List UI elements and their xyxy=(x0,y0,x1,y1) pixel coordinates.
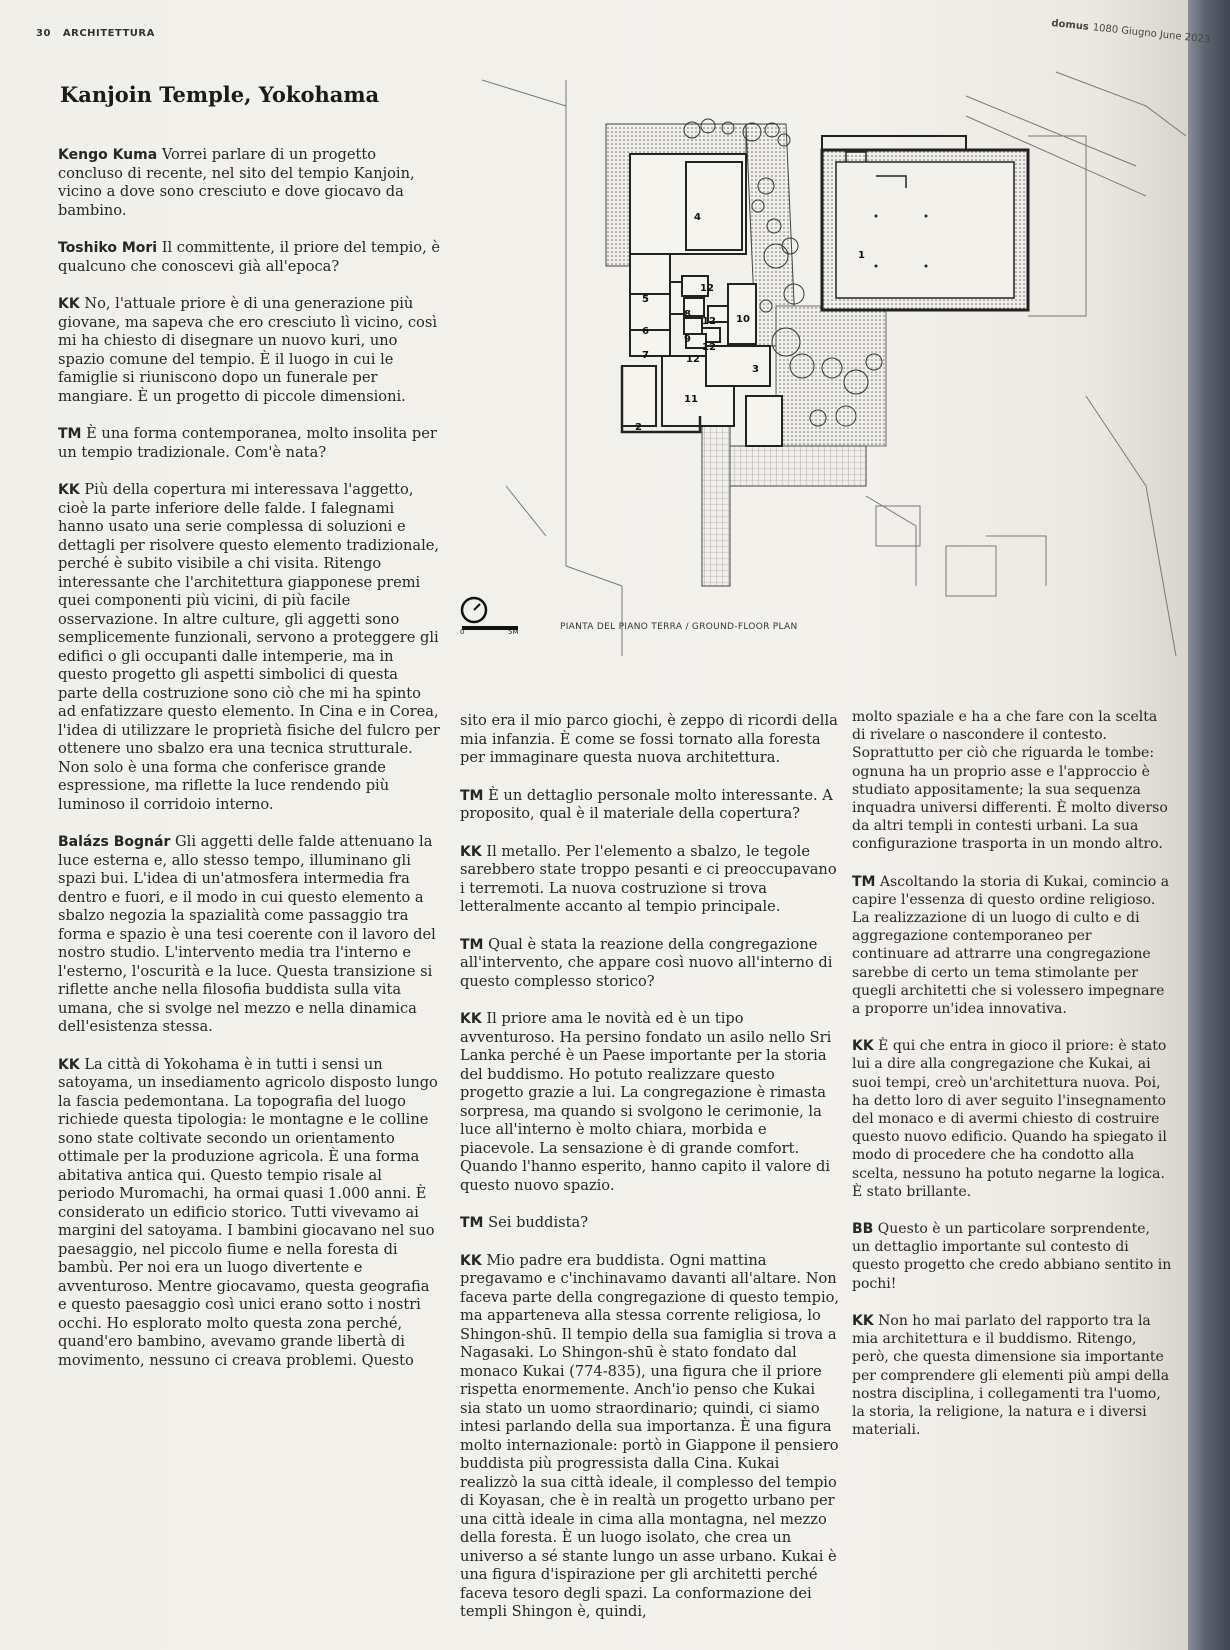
speaker-name: BB xyxy=(852,1221,874,1238)
text-column-3 xyxy=(852,708,1172,1458)
scale-start: 0 xyxy=(460,628,465,636)
speaker-name: TM xyxy=(460,936,484,953)
speaker-name: Kengo Kuma xyxy=(58,147,158,163)
paragraph-text: È una forma contemporanea, molto insolita per un tempio tradizionale. Com'è nata? xyxy=(58,425,437,461)
text-column-1 xyxy=(58,146,440,1389)
paragraph xyxy=(460,712,840,768)
paragraph-text: molto spaziale e ha a che fare con la scelta di rivelare o nascondere il contesto. Soprattutto per ciò che riguarda le tombe: ognuna ha un proprio asse e l'approccio è studiato appositamente; la sua sequenza inquadra universi differenti. È molto diverso da altri templi in contesti urbani. La sua configurazione trasporta in un mondo altro. xyxy=(852,709,1168,853)
page-edge xyxy=(1188,0,1230,1650)
speaker-name: KK xyxy=(852,1312,874,1329)
paragraph xyxy=(58,239,440,276)
paragraph-text: Più della copertura mi interessava l'aggetto, cioè la parte inferiore delle falde. I falegnami hanno usato una serie complessa di soluzioni e dettagli per risolvere questo elemento tradizionale, perché è subito visibile a chi visita. Ritengo interessante che l'architettura giapponese premi quei componenti più vicini, di più facile osservazione. In altre culture, gli aggetti sono semplicemente funzionali, servono a proteggere gli edifici o gli occupanti dalle intemperie, ma in questo progetto gli aspetti simbolici di questa parte della costruzione sono ciò che mi ha spinto ad enfatizzare questo elemento. In Cina e in Corea, l'idea di utilizzare le proprietà fisiche del fulcro per ottenere uno sbalzo era una tecnica strutturale. Non solo è una forma che conferisce grande espressione, ma riflette la luce rendendo più luminoso il corridoio interno. xyxy=(58,481,440,813)
paragraph xyxy=(460,1214,840,1233)
speaker-name: KK xyxy=(58,296,80,312)
speaker-name: TM xyxy=(460,787,484,804)
paragraph xyxy=(460,1010,840,1195)
room-number: 1 xyxy=(858,250,865,261)
paragraph-text: Il priore ama le novità ed è un tipo avventuroso. Ha persino fondato un asilo nello Sri Lanka perché è un Paese importante per la storia del buddismo. Ho potuto realizzare questo progetto grazie a lui. La congregazione è rimasta sorpresa, ma quando si svolgono le cerimonie, la luce all'interno è molto chiara, morbida e piacevole. La sensazione è di grande comfort. Quando l'hanno esperito, hanno capito il valore di questo nuovo spazio. xyxy=(460,1010,832,1194)
paragraph-text: Sei buddista? xyxy=(483,1214,589,1231)
issue-label: 1080 Giugno June 2023 xyxy=(1092,22,1211,46)
speaker-name: KK xyxy=(460,1011,482,1027)
scale-end: 5M xyxy=(508,628,519,636)
speaker-name: Balázs Bognár xyxy=(58,834,171,850)
room-number: 2 xyxy=(635,422,642,433)
paragraph xyxy=(58,295,440,406)
paragraph xyxy=(852,708,1172,854)
room-number: 6 xyxy=(642,326,649,337)
paragraph-text: La città di Yokohama è in tutti i sensi un satoyama, un insediamento agricolo disposto lungo la fascia pedemontana. La topografia del luogo richiede questa tipologia: le montagne e le colline sono state coltivate secondo un orientamento ottimale per la produzione agricola. È una forma abitativa antica qui. Questo tempio risale al periodo Muromachi, ha ormai quasi 1.000 anni. È considerato un edificio storico. Tutti vivevamo ai margini del satoyama. I bambini giocavano nel suo paesaggio, nel piccolo fiume e nella foresta di bambù. Per noi era un luogo divertente e avventuroso. Mentre giocavamo, questa geografia e questo paesaggio così unici erano sotto i nostri occhi. Ho esplorato molto questa zona perché, quand'ero bambino, avevamo grande libertà di movimento, nessuno ci creava problemi. Questo xyxy=(58,1055,438,1369)
paragraph xyxy=(852,1037,1172,1201)
room-number: 11 xyxy=(684,394,698,405)
speaker-name: TM xyxy=(58,426,82,442)
paragraph-text: sito era il mio parco giochi, è zeppo di ricordi della mia infanzia. È come se fossi tornato alla foresta per immaginare questa nuova architettura. xyxy=(460,712,838,766)
text-column-2 xyxy=(460,712,840,1641)
paragraph xyxy=(58,146,440,220)
folio xyxy=(36,28,155,39)
speaker-name: TM xyxy=(460,1215,484,1231)
page-number: 30 xyxy=(36,28,51,39)
paragraph xyxy=(852,1312,1172,1439)
speaker-name: Toshiko Mori xyxy=(58,240,158,256)
room-number: 12 xyxy=(702,316,716,327)
north-arrow-icon xyxy=(462,598,486,622)
paragraph xyxy=(58,481,440,814)
section-label: ARCHITETTURA xyxy=(62,28,155,39)
article-title: Kanjoin Temple, Yokohama xyxy=(60,82,380,107)
paragraph-text: Il metallo. Per l'elemento a sbalzo, le tegole sarebbero state troppo pesanti e ci preoccupavano i terremoti. La nuova costruzione si trova letteralmente accanto al tempio principale. xyxy=(460,842,837,915)
room-number: 5 xyxy=(642,294,649,305)
paragraph-text: Vorrei parlare di un progetto concluso di recente, nel sito del tempio Kanjoin, vicino a dove sono cresciuto e dove giocavo da bambino. xyxy=(58,146,415,219)
speaker-name: KK xyxy=(460,843,482,860)
paragraph-text: Ascoltando la storia di Kukai, comincio a capire l'essenza di questo ordine religioso. La realizzazione di un luogo di culto e di aggregazione contemporaneo per continuare ad attrarre una congregazione sarebbe di certo un tema stimolante per quegli architetti che si volessero impegnare a proporre un'idea innovativa. xyxy=(852,873,1170,1018)
ground-floor-plan xyxy=(446,66,1192,656)
speaker-name: KK xyxy=(852,1038,874,1055)
room-number: 4 xyxy=(694,212,701,223)
paragraph xyxy=(58,833,440,1037)
paragraph xyxy=(58,1056,440,1371)
paragraph xyxy=(852,873,1172,1019)
paragraph-text: Non ho mai parlato del rapporto tra la mia architettura e il buddismo. Ritengo, però, che questa dimensione sia importante per comprendere gli elementi più ampi della nostra disciplina, i collegamenti tra l'uomo, la storia, la religione, la natura e i diversi materiali. xyxy=(852,1312,1170,1439)
paragraph xyxy=(460,843,840,917)
paragraph xyxy=(460,787,840,824)
paragraph-text: No, l'attuale priore è di una generazione più giovane, ma sapeva che ero cresciuto lì vicino, così mi ha chiesto di disegnare un nuovo kuri, uno spazio comune del tempio. È il luogo in cui le famiglie si riuniscono dopo un funerale per mangiare. È un progetto di piccole dimensioni. xyxy=(58,295,437,405)
paragraph-text: Gli aggetti delle falde attenuano la luce esterna e, allo stesso tempo, illuminano gli spazi bui. L'idea di un'atmosfera intermedia fra dentro e fuori, e il modo in cui questo elemento a sbalzo negozia la spazialità come passaggio tra forma e spazio è una tesi coerente con il lavoro del nostro studio. L'intervento media tra l'interno e l'esterno, l'oscurità e la luce. Questa transizione si riflette anche nella filosofia buddista sulla vita umana, che si svolge nel mezzo e nella dinamica dell'esistenza stessa. xyxy=(58,833,436,1035)
paragraph-text: Questo è un particolare sorprendente, un dettaglio importante sul contesto di questo progetto che credo abbiano sentito in pochi! xyxy=(852,1221,1172,1292)
paragraph xyxy=(58,425,440,462)
room-number: 12 xyxy=(702,342,716,353)
paragraph xyxy=(852,1220,1172,1293)
paragraph-text: È qui che entra in gioco il priore: è stato lui a dire alla congregazione che Kukai, ai suoi tempi, creò un'architettura nuova. Poi, ha detto loro di aver seguito l'insegnamento del monaco e di avermi chiesto di costruire questo nuovo edificio. Quando ha spiegato il modo di procedere che ha condotto alla scelta, nessuno ha potuto negarne la logica. È stato brillante. xyxy=(852,1038,1167,1200)
room-number: 3 xyxy=(752,364,759,375)
paragraph-text: Qual è stata la reazione della congregazione all'intervento, che appare così nuovo all'interno di questo complesso storico? xyxy=(460,935,833,990)
paragraph-text: Mio padre era buddista. Ogni mattina pregavamo e c'inchinavamo davanti all'altare. Non faceva parte della congregazione di questo tempio, ma apparteneva alla stessa corrente religiosa, lo Shingon-shū. Il tempio della sua famiglia si trova a Nagasaki. Lo Shingon-shū è stato fondato dal monaco Kukai (774-835), una figura che il priore rispetta enormemente. Anch'io penso che Kukai sia stato un uomo straordinario; quindi, ci siamo intesi parlando della sua importanza. È una figura molto internazionale: portò in Giappone il pensiero buddista più progressista dalla Cina. Kukai realizzò la sua città ideale, il complesso del tempio di Koyasan, che è in realtà un progetto urbano per una città ideale in cima alla montagna, nel mezzo della foresta. È un luogo isolato, che crea un universo a sé stante lungo un asse urbano. Kukai è una figura d'ispirazione per gli architetti perché faceva tesoro degli spazi. La conformazione dei templi Shingon è, quindi, xyxy=(460,1251,840,1620)
room-number: 8 xyxy=(684,309,691,320)
speaker-name: KK xyxy=(58,482,80,498)
paragraph-text: È un dettaglio personale molto interessante. A proposito, qual è il materiale della copertura? xyxy=(460,786,833,822)
speaker-name: KK xyxy=(58,1056,80,1073)
room-number: 12 xyxy=(686,354,700,365)
speaker-name: TM xyxy=(852,873,876,890)
paragraph xyxy=(460,1252,840,1622)
room-number: 10 xyxy=(736,314,750,325)
magazine-name: domus xyxy=(1050,18,1090,33)
room-number: 7 xyxy=(642,350,649,361)
paragraph-text: Il committente, il priore del tempio, è qualcuno che conoscevi già all'epoca? xyxy=(58,239,440,275)
plan-caption: PIANTA DEL PIANO TERRA / GROUND-FLOOR PLAN xyxy=(560,622,798,632)
paragraph xyxy=(460,936,840,992)
room-number: 9 xyxy=(684,334,691,345)
speaker-name: KK xyxy=(460,1252,482,1269)
room-number: 12 xyxy=(700,283,714,294)
